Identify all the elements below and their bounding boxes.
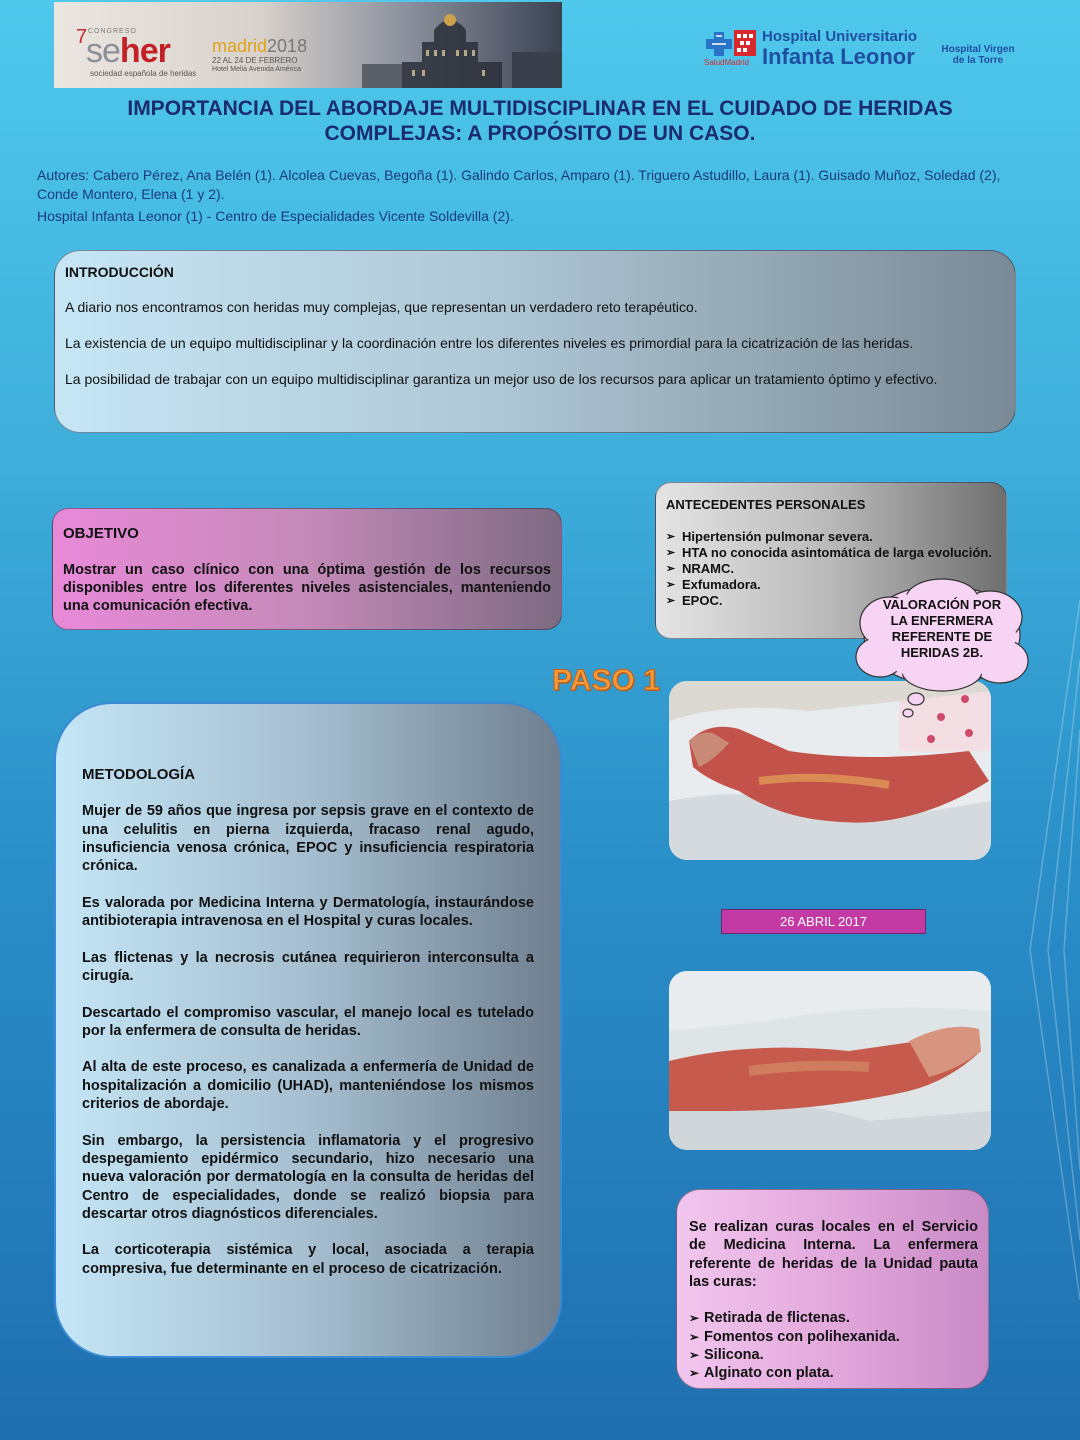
seher-subtitle: sociedad española de heridas [90, 69, 197, 78]
introduction-paragraph: La existencia de un equipo multidisciplinar y la coordinación entre los diferentes niveles es primordial para la cicatrización de las heridas. [65, 335, 914, 351]
treatment-item: ➢ Retirada de flictenas. [689, 1309, 978, 1327]
congress-city: madrid2018 [212, 36, 308, 56]
madrid-flag-icon [734, 30, 756, 56]
history-heading: ANTECEDENTES PERSONALES [666, 497, 866, 512]
date-tag: 26 ABRIL 2017 [721, 909, 926, 934]
introduction-paragraph: La posibilidad de trabajar con un equipo multidisciplinar garantiza un mejor uso de los recursos para aplicar un tratamiento óptimo y efectivo. [65, 371, 938, 387]
step-label: PASO 1 [552, 664, 660, 697]
seher-logo: seher [86, 32, 170, 70]
congress-venue: Hotel Meliá Avenida América [212, 66, 301, 73]
congress-banner [54, 2, 562, 88]
methodology-paragraph: Al alta de este proceso, es canalizada a enfermería de Unidad de hospitalización a domicilio (UHAD), manteniéndose los mismos criterios de abordaje. [82, 1059, 534, 1113]
methodology-paragraph: Es valorada por Medicina Interna y Dermatología, instaurándose antibioterapia intravenosa en el Hospital y curas locales. [82, 894, 534, 930]
authors: Autores: Cabero Pérez, Ana Belén (1). Alcolea Cuevas, Begoña (1). Galindo Carlos, Amparo (1). Triguero Astudillo, Laura (1). Guisado Muñoz, Soledad (2), Conde Montero, Elena (1 y 2). [37, 167, 1001, 202]
history-item: ➢ EPOC. [666, 593, 996, 609]
congress-dates: 22 AL 24 DE FEBRERO [212, 56, 298, 65]
medical-cross-icon [704, 30, 734, 58]
treatment-item: ➢ Alginato con plata. [689, 1364, 978, 1382]
hospital-name-line1: Hospital Universitario [762, 28, 918, 45]
poster-title: IMPORTANCIA DEL ABORDAJE MULTIDISCIPLINAR EN EL CUIDADO DE HERIDAS COMPLEJAS: A PROPÓSITO DE UN CASO. [127, 97, 953, 145]
objective-heading: OBJETIVO [63, 525, 139, 542]
objective-box [52, 508, 562, 630]
affiliation: Hospital Infanta Leonor (1) - Centro de Especialidades Vicente Soldevilla (2). [37, 208, 514, 224]
history-item: ➢ HTA no conocida asintomática de larga evolución. [666, 545, 996, 561]
treatment-box [676, 1189, 989, 1389]
cloud-text: VALORACIÓN POR LA ENFERMERA REFERENTE DE HERIDAS 2B. [882, 597, 1002, 660]
methodology-paragraph: La corticoterapia sistémica y local, asociada a terapia compresiva, fue determinante en el proceso de cicatrización. [82, 1242, 534, 1277]
building-illustration [362, 2, 562, 88]
hospital-secondary: Hospital Virgen de la Torre [941, 44, 1015, 66]
treatment-list [689, 1309, 978, 1382]
introduction-heading: INTRODUCCIÓN [65, 264, 174, 280]
treatment-item: ➢ Silicona. [689, 1346, 978, 1364]
treatment-intro: Se realizan curas locales en el Servicio de Medicina Interna. La enfermera referente de heridas de la Unidad pauta las curas: [689, 1219, 978, 1290]
methodology-paragraph: Descartado el compromiso vascular, el manejo local es tutelado por la enfermera de consulta de heridas. [82, 1004, 534, 1039]
objective-text: Mostrar un caso clínico con una óptima gestión de los recursos disponibles entre los diferentes niveles asistenciales, manteniendo una comunicación efectiva. [63, 562, 551, 614]
introduction-box [54, 250, 1016, 433]
history-item: ➢ Hipertensión pulmonar severa. [666, 529, 996, 545]
methodology-heading: METODOLOGÍA [82, 766, 196, 783]
methodology-paragraph: Las flictenas y la necrosis cutánea requirieron interconsulta a cirugía. [82, 949, 534, 984]
introduction-paragraph: A diario nos encontramos con heridas muy complejas, que representan un verdadero reto terapéutico. [65, 299, 698, 315]
salud-madrid-label: SaludMadrid [704, 58, 749, 67]
thought-cloud [850, 575, 1034, 693]
history-item: ➢ Exfumadora. [666, 577, 996, 593]
history-item: ➢ NRAMC. [666, 561, 996, 577]
wound-photo-after [669, 971, 991, 1150]
hospital-logo [700, 28, 1030, 74]
congress-label: CONGRESO [88, 28, 137, 35]
treatment-item: ➢ Fomentos con polihexanida. [689, 1328, 978, 1346]
methodology-box [54, 702, 562, 1358]
congress-number: 7 [76, 26, 88, 48]
methodology-paragraph: Mujer de 59 años que ingresa por sepsis grave en el contexto de una celulitis en pierna izquierda, fracaso renal agudo, insuficiencia venosa crónica, EPOC y insuficiencia respiratoria crónica. [82, 803, 534, 875]
leg-photo-illustration [669, 971, 991, 1150]
hospital-name-line2: Infanta Leonor [762, 44, 915, 69]
methodology-paragraph: Sin embargo, la persistencia inflamatoria y el progresivo despegamiento epidérmico secundario, hizo necesario una nueva valoración por dermatología en la consulta de heridas del Centro de especialidades, donde se realizó biopsia para descartar otros diagnósticos diferenciales. [82, 1132, 534, 1222]
